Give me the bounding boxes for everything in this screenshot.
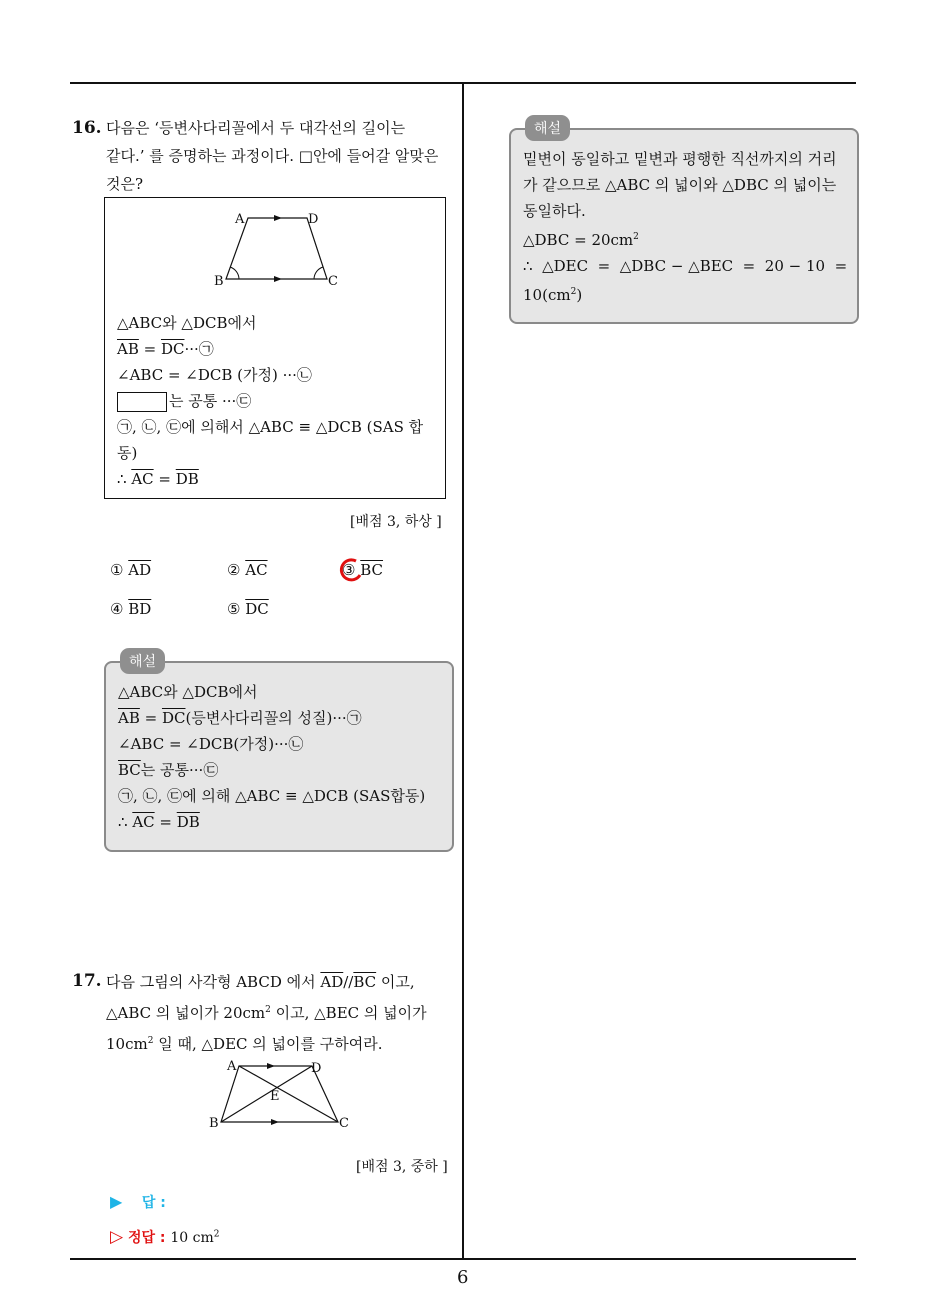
proof-line-1: △ABC와 △DCB에서 bbox=[117, 314, 257, 332]
question-17-explanation bbox=[509, 121, 859, 324]
segment-ac: $\overline{AC}$ bbox=[132, 813, 155, 831]
blank-box bbox=[117, 392, 167, 412]
question-17-text bbox=[106, 968, 456, 1058]
label-e: E bbox=[270, 1089, 280, 1104]
choice-2-number: ② bbox=[227, 561, 241, 579]
proof-line-5: ㉠, ㉡, ㉢에 의해서 △ABC ≡ △DCB (SAS 합 bbox=[117, 418, 424, 436]
parallel-arrow-bottom bbox=[274, 276, 282, 282]
choice-4-label: $\overline{BD}$ bbox=[128, 600, 152, 618]
choice-3-number: ③ bbox=[342, 561, 356, 579]
question-17-line-3 bbox=[106, 1027, 456, 1058]
question-16-line-3: 것은? bbox=[106, 175, 144, 193]
choice-1-label: $\overline{AD}$ bbox=[128, 561, 152, 579]
q17-line1-start: 다음 그림의 사각형 ABCD 에서 bbox=[106, 973, 321, 991]
q17-line2-start: △ABC 의 넓이가 20cm bbox=[106, 1004, 266, 1022]
choice-1-number: ① bbox=[110, 561, 124, 579]
expl17-line-4-text: △DBC = 20cm bbox=[523, 231, 634, 249]
expl17-line-3: 동일하다. bbox=[523, 202, 586, 220]
question-16-line-2: 같다.’ 를 증명하는 과정이다. □안에 들어갈 알맞은 bbox=[106, 147, 439, 165]
explanation-tab: 해설 bbox=[525, 115, 570, 141]
choice-1[interactable] bbox=[110, 561, 151, 579]
label-d: D bbox=[308, 212, 319, 227]
question-17-number: 17. bbox=[72, 971, 102, 991]
expl16-line-1: △ABC와 △DCB에서 bbox=[118, 683, 258, 701]
expl16-line-2-rest: (등변사다리꼴의 성질)···㉠ bbox=[185, 709, 362, 727]
proof-box bbox=[104, 197, 446, 499]
segment-db: $\overline{DB}$ bbox=[175, 470, 199, 488]
choice-3-label: $\overline{BC}$ bbox=[360, 561, 384, 579]
correct-label: 정답 : bbox=[127, 1230, 166, 1246]
question-16-explanation bbox=[104, 654, 454, 852]
trapezoid-figure bbox=[105, 198, 445, 303]
question-16-line-1: 다음은 ‘등변사다리꼴에서 두 대각선의 길이는 bbox=[106, 119, 406, 137]
expl17-line-6-start: 10(cm bbox=[523, 286, 571, 304]
play-arrow-icon: ▶ bbox=[110, 1192, 123, 1211]
choice-4-number: ④ bbox=[110, 600, 124, 618]
segment-bc: $\overline{BC}$ bbox=[118, 761, 141, 779]
parallel-arrow-bottom bbox=[271, 1119, 279, 1125]
proof-text bbox=[117, 310, 423, 492]
expl17-line-5: ∴ △DEC = △DBC − △BEC = 20 − 10 = bbox=[523, 257, 848, 275]
label-a: A bbox=[235, 212, 245, 227]
expl17-line-4 bbox=[523, 224, 847, 253]
bottom-rule bbox=[70, 1258, 856, 1260]
choice-2[interactable] bbox=[227, 561, 268, 579]
segment-dc: $\overline{DC}$ bbox=[161, 709, 186, 727]
label-a: A bbox=[227, 1059, 237, 1074]
selected-answer-mark bbox=[336, 555, 366, 585]
q17-line3-end: 일 때, △DEC 의 넓이를 구하여라. bbox=[153, 1035, 383, 1053]
superscript: 2 bbox=[633, 232, 639, 242]
expl17-line-6 bbox=[523, 279, 847, 308]
question-17-line-1 bbox=[106, 968, 456, 996]
expl17-line-6-end: ) bbox=[576, 286, 583, 304]
superscript: 2 bbox=[213, 1229, 220, 1240]
q17-line3-start: 10cm bbox=[106, 1035, 148, 1053]
equals: = bbox=[153, 470, 176, 488]
diagonal-bd bbox=[221, 1066, 312, 1122]
page-number: 6 bbox=[457, 1267, 469, 1288]
equals: = bbox=[138, 340, 161, 358]
label-c: C bbox=[339, 1116, 349, 1131]
angle-mark-b bbox=[230, 267, 239, 279]
q17-line1-end: 이고, bbox=[376, 973, 415, 991]
parallel-arrow-top bbox=[267, 1063, 275, 1069]
expl16-line-5: ㉠, ㉡, ㉢에 의해 △ABC ≡ △DCB (SAS합동) bbox=[118, 787, 426, 805]
question-16-number: 16. bbox=[72, 118, 102, 138]
q17-line2-end: 이고, △BEC 의 넓이가 bbox=[270, 1004, 427, 1022]
correct-value bbox=[170, 1230, 219, 1246]
segment-db: $\overline{DB}$ bbox=[176, 813, 200, 831]
trapezoid-shape bbox=[226, 218, 327, 279]
question-16-score: [배점 3, 하상 ] bbox=[350, 514, 442, 530]
label-d: D bbox=[311, 1061, 322, 1076]
expl16-line-4 bbox=[118, 757, 425, 783]
choice-2-label: $\overline{AC}$ bbox=[245, 561, 268, 579]
label-b: B bbox=[209, 1116, 219, 1131]
parallel-symbol: // bbox=[343, 973, 354, 991]
segment-ab: $\overline{AB}$ bbox=[117, 340, 139, 358]
expl17-line-2: 가 같으므로 △ABC 의 넓이와 △DBC 의 넓이는 bbox=[523, 176, 837, 194]
therefore: ∴ bbox=[117, 470, 132, 488]
expl16-line-4-rest: 는 공통···㉢ bbox=[140, 761, 219, 779]
question-16-text bbox=[106, 114, 451, 198]
correct-answer-row bbox=[110, 1227, 219, 1247]
equals: = bbox=[154, 813, 177, 831]
segment-ad: $\overline{AD}$ bbox=[320, 973, 344, 991]
choice-5-number: ⑤ bbox=[227, 600, 241, 618]
equals: = bbox=[139, 709, 162, 727]
proof-line-3: ∠ABC = ∠DCB (가정) ···㉡ bbox=[117, 366, 312, 384]
proof-line-6: 동) bbox=[117, 444, 138, 462]
explanation-body bbox=[523, 146, 847, 308]
explanation-tab: 해설 bbox=[120, 648, 165, 674]
diagonal-ac bbox=[239, 1066, 338, 1122]
expl16-line-3: ∠ABC = ∠DCB(가정)···㉡ bbox=[118, 735, 304, 753]
label-b: B bbox=[214, 274, 224, 289]
segment-dc: $\overline{DC}$ bbox=[160, 340, 185, 358]
angle-mark-c bbox=[314, 267, 323, 279]
segment-bc: $\overline{BC}$ bbox=[353, 973, 377, 991]
answer-row[interactable] bbox=[110, 1192, 166, 1212]
expl16-line-2 bbox=[118, 705, 425, 731]
superscript: 2 bbox=[265, 1005, 271, 1015]
proof-mark-1: ···㉠ bbox=[184, 340, 214, 358]
question-17-line-2 bbox=[106, 996, 456, 1027]
superscript: 2 bbox=[570, 287, 577, 297]
proof-line-2 bbox=[117, 336, 423, 362]
expl17-line-1: 밑변이 동일하고 밑변과 평행한 직선까지의 거리 bbox=[523, 150, 837, 168]
segment-ab: $\overline{AB}$ bbox=[118, 709, 140, 727]
expl16-line-6 bbox=[118, 809, 425, 835]
proof-line-4 bbox=[117, 388, 423, 414]
correct-value-text: 10 cm bbox=[170, 1230, 214, 1246]
proof-line-7 bbox=[117, 466, 423, 492]
outline-arrow-icon: ▷ bbox=[110, 1227, 124, 1247]
therefore: ∴ bbox=[118, 813, 133, 831]
choice-4[interactable] bbox=[110, 600, 151, 618]
choice-5[interactable] bbox=[227, 600, 269, 618]
answer-label: 답 : bbox=[141, 1195, 166, 1211]
segment-ac: $\overline{AC}$ bbox=[131, 470, 154, 488]
choice-5-label: $\overline{DC}$ bbox=[245, 600, 269, 618]
superscript: 2 bbox=[147, 1036, 154, 1046]
explanation-body bbox=[118, 679, 425, 835]
label-c: C bbox=[328, 274, 338, 289]
parallel-arrow-top bbox=[274, 215, 282, 221]
column-divider bbox=[462, 82, 464, 1260]
quadrilateral-figure bbox=[208, 1056, 358, 1136]
proof-line-4-text: 는 공통 ···㉢ bbox=[169, 392, 252, 410]
question-17-score: [배점 3, 중하 ] bbox=[356, 1159, 448, 1175]
